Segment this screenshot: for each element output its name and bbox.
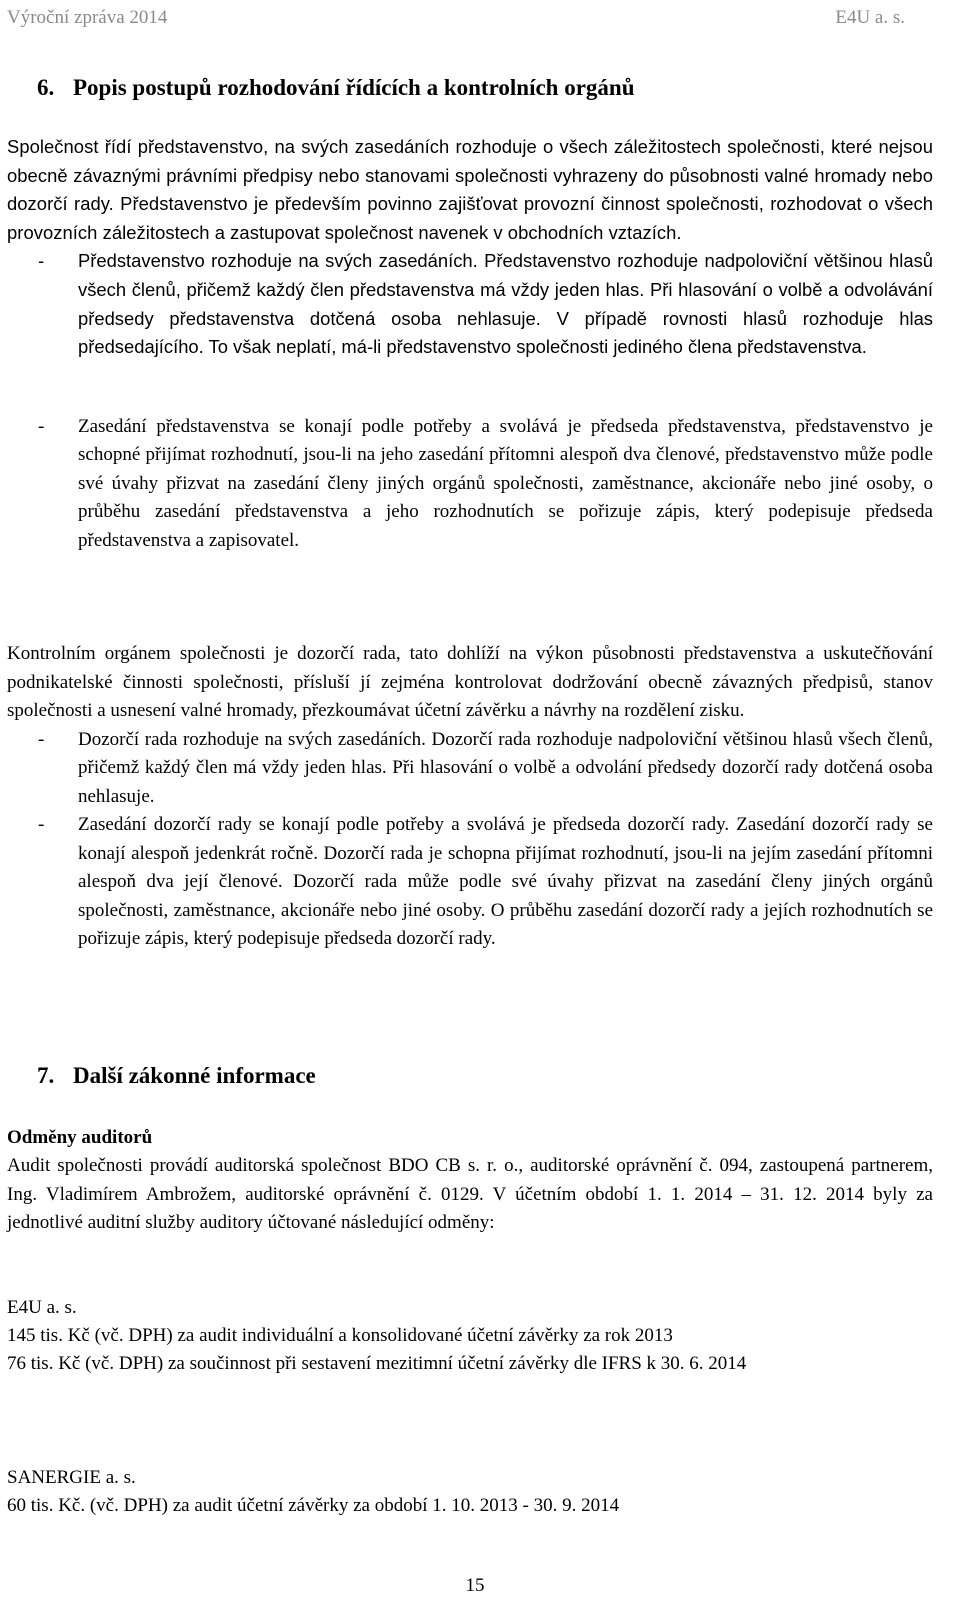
list-dash: - [38,814,45,835]
board-rules-list [7,247,933,361]
board-meetings-list [7,413,933,555]
section-6-body [7,133,933,362]
audit-paragraph: Audit společnosti provádí auditorská společnost BDO CB s. r. o., auditorské oprávnění č. 094, zastoupená partnerem, Ing. Vladimírem Ambrožem, auditorské oprávnění č. 0129. V účetním období 1. 1. 2014 – 31. 12. 2014 byly za jednotlivé auditní služby auditory účtované následující odměny: [7,1155,933,1233]
list-item [7,413,933,555]
list-item [7,811,933,954]
section-6-title: Popis postupů rozhodování řídících a kontrolních orgánů [73,75,635,100]
list-item-text: Zasedání dozorčí rady se konají podle potřeby a svolává je předseda dozorčí rady. Zasedání dozorčí rady se konají alespoň jedenkrát ročně. Dozorčí rada je schopna přijímat rozhodnutí, jsou-li na jejím zasedání přítomni alespoň dva její členové. Dozorčí rada může podle své úvahy přizvat na zasedání členy jiných orgánů společnosti, zaměstnance, akcionáře nebo jiné osoby. O průběhu zasedání dozorčí rady a jejích rozhodnutích se pořizuje zápis, který podepisuje předseda dozorčí rady. [78,814,933,949]
list-item-text: Představenstvo rozhoduje na svých zasedáních. Představenstvo rozhoduje nadpoloviční většinou hlasů všech členů, přičemž každý člen představenstva má vždy jeden hlas. Při hlasování o volbě a odvolávání předsedy představenstva dotčená osoba nehlasuje. V případě rovnosti hlasů rozhoduje hlas předsedajícího. To však neplatí, má-li představenstvo společnosti jediného člena představenstva. [78,250,933,358]
supervisory-board-block [7,640,933,954]
section-7-title: Další zákonné informace [73,1063,316,1088]
company1-name: E4U a. s. [7,1297,77,1318]
list-item [7,726,933,812]
company1-fee-2-text: 76 tis. Kč (vč. DPH) za součinnost při sestavení mezitimní účetní závěrky dle IFRS k 30. 6. 2014 [7,1353,747,1374]
supervisory-rules-list [7,726,933,954]
section-7-heading [37,1062,316,1090]
list-dash: - [38,728,45,750]
auditor-fees-subheading: Odměny auditorů [7,1127,153,1148]
list-dash: - [38,250,45,272]
company1-fee-1: 145 tis. Kč (vč. DPH) za audit individuální a konsolidované účetní závěrky za rok 2013 [7,1325,673,1346]
section-7-number: 7. [37,1063,55,1088]
company1-fee-2 [7,1350,933,1379]
section-6-number: 6. [37,75,55,100]
header-report-title: Výroční zpráva 2014 [7,7,168,28]
page-number: 15 [465,1575,485,1596]
company2-fee-1: 60 tis. Kč. (vč. DPH) za audit účetní závěrky za období 1. 10. 2013 - 30. 9. 2014 [7,1495,620,1516]
header-company: E4U a. s. [835,7,905,28]
list-item-text: Dozorčí rada rozhoduje na svých zasedáních. Dozorčí rada rozhoduje nadpoloviční většinou hlasů všech členů, přičemž každý člen má vždy jeden hlas. Při hlasování o volbě a odvolání předsedy dozorčí rady dotčená osoba nehlasuje. [78,728,933,807]
company2-name: SANERGIE a. s. [7,1467,136,1488]
supervisory-intro-paragraph: Kontrolním orgánem společnosti je dozorčí rada, tato dohlíží na výkon působnosti představenstva a uskutečňování podnikatelské činnosti společnosti, přísluší jí zejména kontrolovat dodržování obecně závazných předpisů, stanov společnosti a usnesení valné hromady, přezkoumávat účetní závěrku a návrhy na rozdělení zisku. [7,643,933,721]
section-6-heading [37,74,635,102]
page-header [7,4,933,32]
list-dash: - [38,416,45,437]
board-meetings-block [7,413,933,555]
list-item-text: Zasedání představenstva se konají podle potřeby a svolává je předseda představenstva, představenstvo je schopné přijímat rozhodnutí, jsou-li na jeho zasedání přítomni alespoň dva členové, představenstvo může podle své úvahy přizvat na zasedání členy jiných orgánů společnosti, zaměstnance, akcionáře nebo jiné osoby, o průběhu zasedání představenstva a jeho rozhodnutích se pořizuje zápis, který podepisuje předseda představenstva a zapisovatel. [78,416,933,551]
list-item [7,247,933,361]
board-intro-paragraph: Společnost řídí představenstvo, na svých zasedáních rozhoduje o všech záležitostech společnosti, které nejsou obecně závaznými právními předpisy nebo stanovami společnosti vyhrazeny do působnosti valné hromady nebo dozorčí rady. Představenstvo je především povinno zajišťovat provozní činnost společnosti, rozhodovat o všech provozních záležitostech a zastupovat společnost navenek v obchodních vztazích. [7,136,933,243]
auditor-fees-body [7,1152,933,1238]
